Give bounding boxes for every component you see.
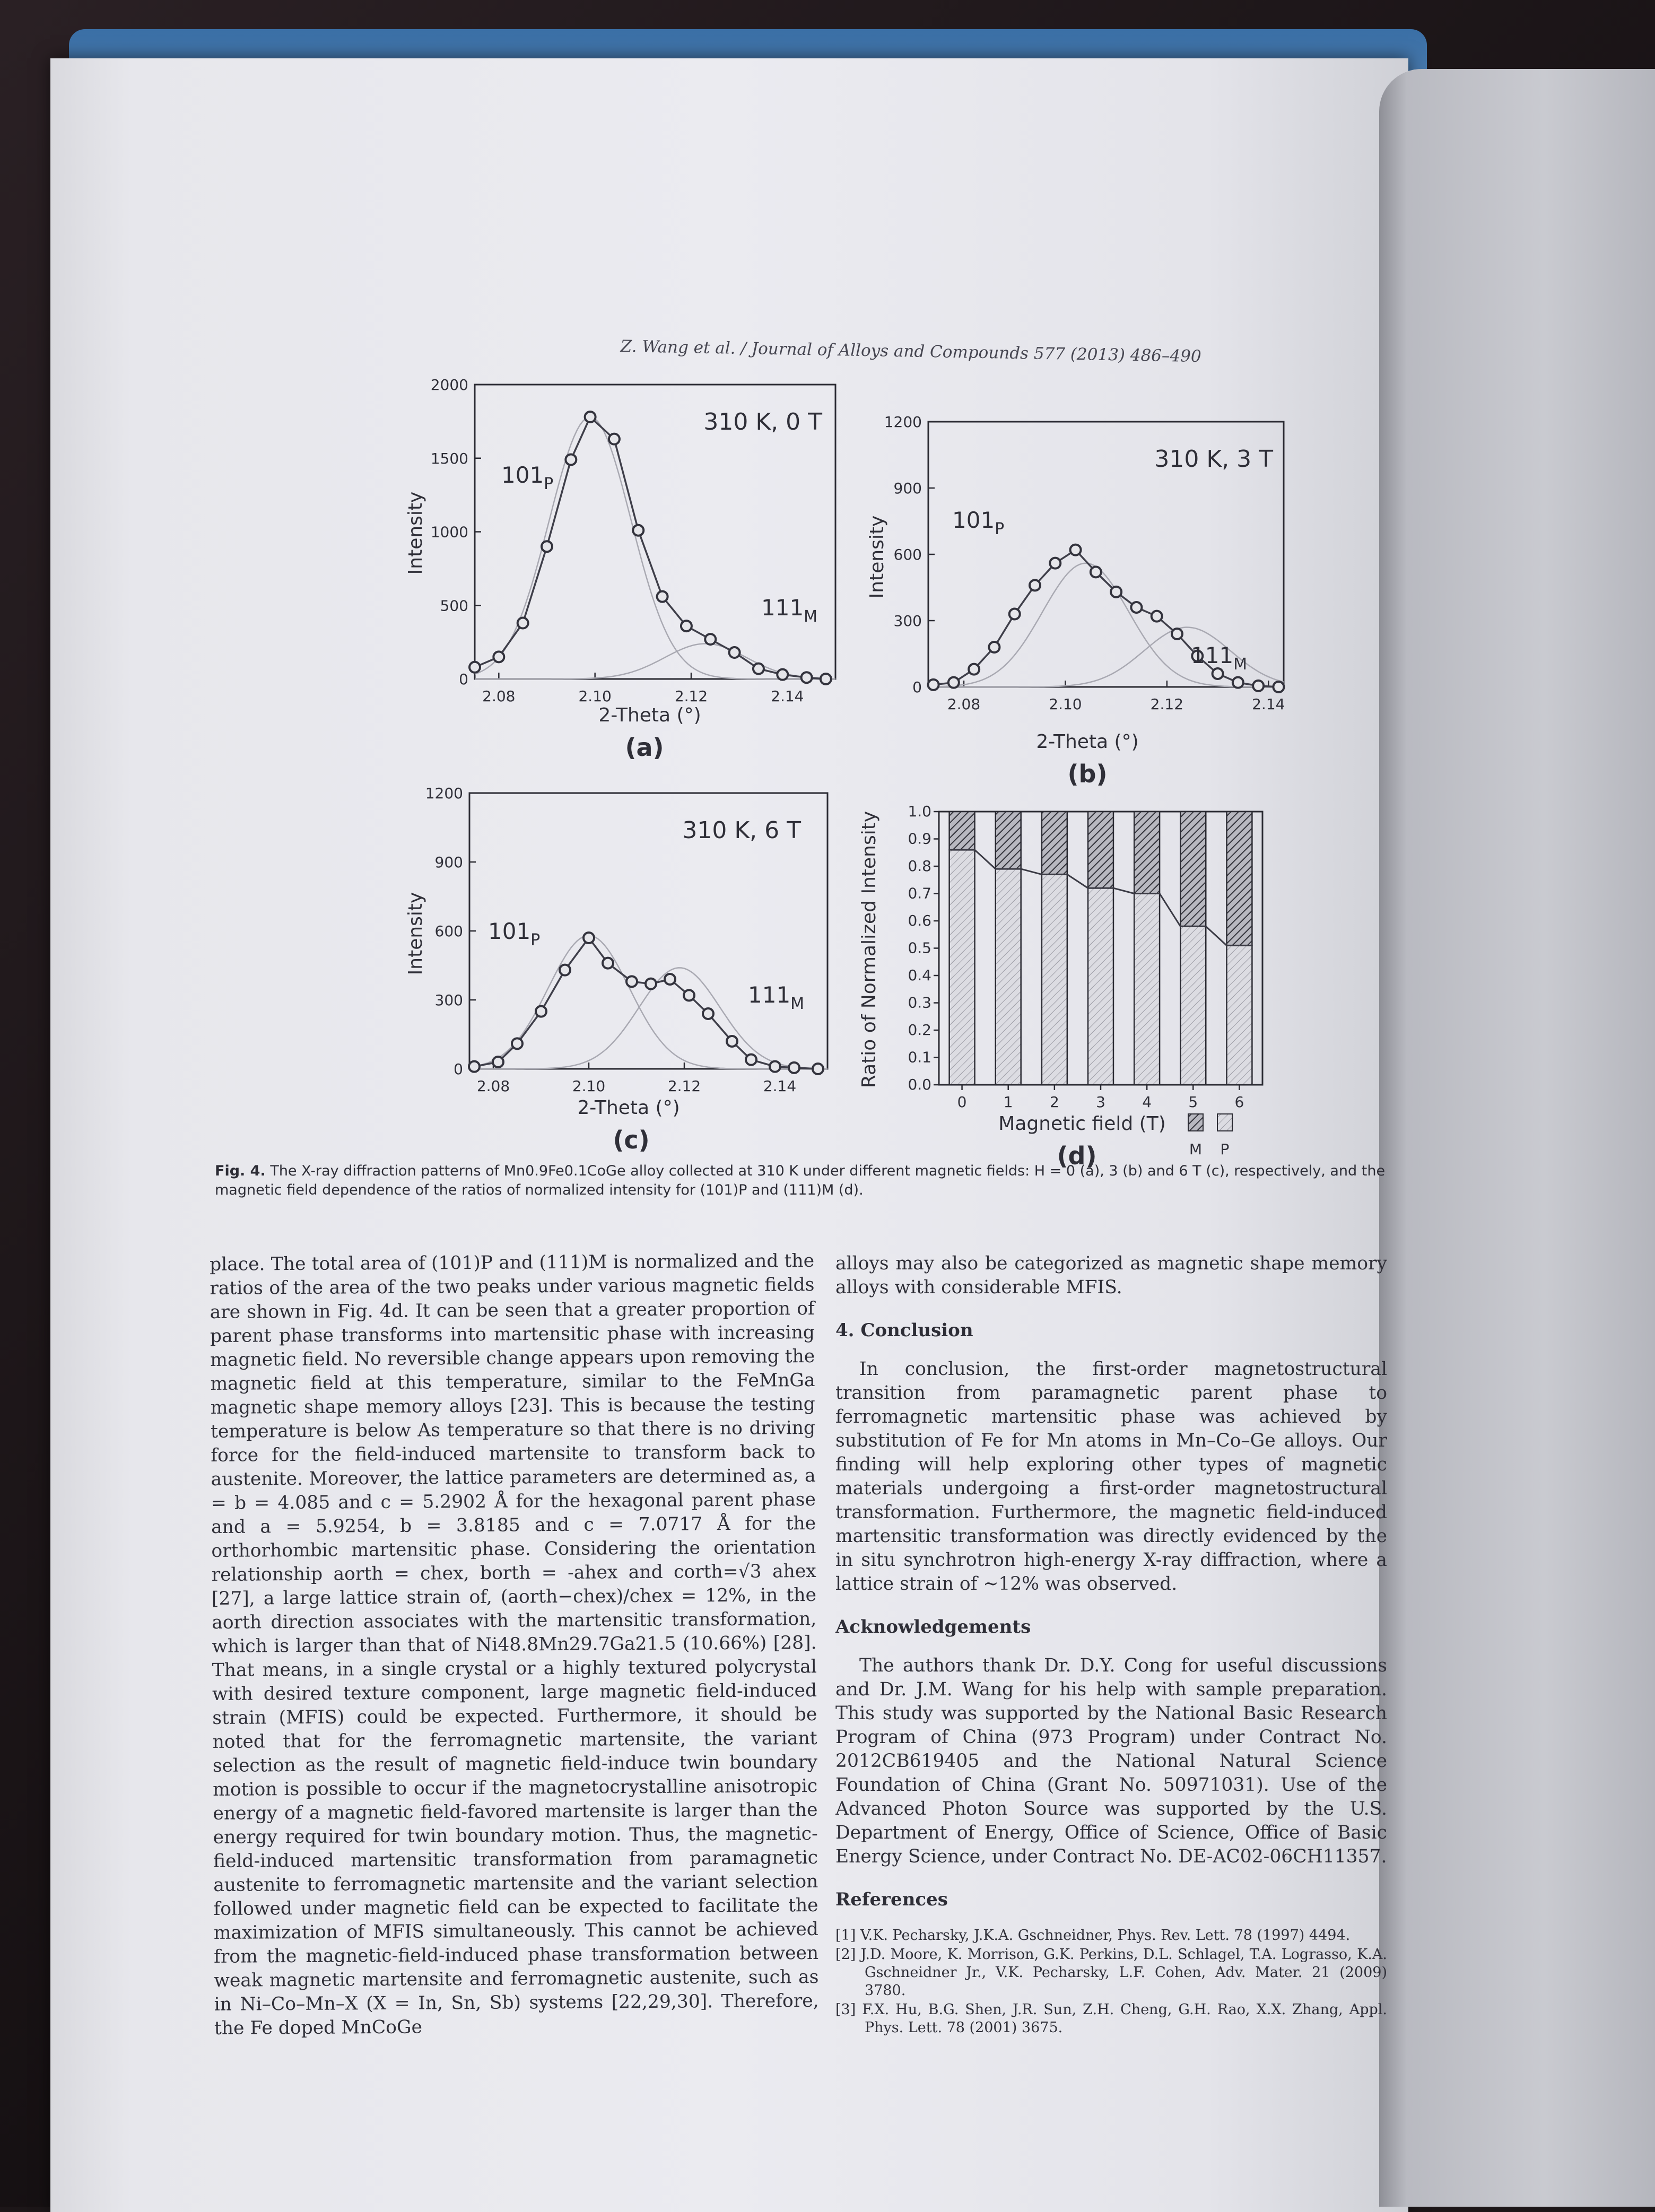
bar-m (950, 812, 975, 850)
xrd-panel-a (393, 371, 859, 774)
data-point (585, 412, 596, 422)
peak-label-101p: $101_P$ (952, 507, 1005, 538)
y-tick-label: 0.9 (908, 830, 931, 848)
data-point (542, 541, 552, 552)
data-point (626, 976, 637, 987)
data-point (1009, 609, 1020, 620)
bar-p (1180, 926, 1206, 1085)
data-point (657, 591, 668, 602)
data-point (512, 1038, 522, 1049)
figure-caption (215, 1162, 1392, 1200)
data-point (536, 1006, 546, 1017)
data-point (603, 958, 613, 969)
bar-p (1042, 874, 1067, 1085)
y-tick-label: 0 (454, 1060, 463, 1078)
right-column (835, 1252, 1387, 2038)
y-axis-label: Ratio of Normalized Intensity (858, 811, 880, 1088)
x-tick-label: 2.10 (1049, 695, 1082, 713)
condition-label: 310 K, 3 T (1154, 446, 1273, 473)
bar-p (1088, 888, 1113, 1085)
reference-item: [1] V.K. Pecharsky, J.K.A. Gschneidner, Phys. Rev. Lett. 78 (1997) 4494. (835, 1927, 1351, 1944)
peak-label-111m: $111_M$ (1191, 642, 1248, 674)
fit-curve-101p (475, 417, 835, 679)
data-point (684, 990, 694, 1000)
x-axis-label: 2-Theta (°) (1036, 731, 1139, 753)
y-tick-label: 0.2 (908, 1021, 931, 1039)
data-point (469, 662, 480, 673)
data-point (948, 677, 959, 688)
y-tick-label: 0 (459, 670, 468, 688)
bar-p (1134, 894, 1160, 1085)
data-point (753, 664, 764, 674)
bar-m (1226, 812, 1252, 945)
y-axis-label: Intensity (405, 892, 426, 976)
ratio-bar-panel-d (849, 796, 1326, 1178)
peak-label-111m: $111_M$ (761, 595, 818, 626)
data-point (989, 642, 999, 652)
x-tick-label: 5 (1188, 1093, 1198, 1111)
data-point (665, 974, 675, 985)
next-page-edge (1379, 69, 1655, 2207)
panel-label: (c) (613, 1126, 650, 1154)
data-point (1273, 682, 1284, 692)
data-point (518, 618, 528, 629)
data-point (493, 651, 504, 662)
data-point (770, 1061, 780, 1072)
x-axis-label: 2-Theta (°) (598, 704, 701, 726)
x-tick-label: 1 (1003, 1093, 1013, 1111)
acknowledgements-paragraph: The authors thank Dr. D.Y. Cong for useful discussions and Dr. J.M. Wang for his help with sample preparation. This study was supported by the National Basic Research Program of China (973 Program) under Contract No. 2012CB619405 and the National Natural Science Foundation of China (Grant No. 50971031). Use of the Advanced Photon Source was supported by the U.S. Department of Energy, Office of Science, Office of Basic Energy Science, under Contract No. DE-AC02-06CH11357. (835, 1655, 1387, 1867)
legend-swatch-p (1217, 1114, 1232, 1131)
x-tick-label: 2.14 (763, 1077, 797, 1095)
data-point (1131, 602, 1142, 613)
y-tick-label: 500 (440, 597, 468, 615)
data-point (1111, 587, 1121, 597)
bar-m (1088, 812, 1113, 888)
legend-label-p: P (1220, 1140, 1230, 1158)
bar-p (950, 850, 975, 1085)
data-point (1172, 629, 1182, 639)
running-header: Z. Wang et al. / Journal of Alloys and Compounds 577 (2013) 486–490 (620, 337, 1201, 367)
reference-list (835, 1927, 1387, 2037)
data-point (493, 1057, 503, 1067)
x-tick-label: 2.14 (771, 687, 804, 705)
data-point (469, 1061, 480, 1072)
data-point (1233, 677, 1243, 688)
data-point (928, 680, 939, 690)
data-point (727, 1036, 737, 1047)
bar-m (996, 812, 1021, 869)
y-tick-label: 1200 (425, 785, 463, 802)
y-tick-label: 0.8 (908, 857, 931, 875)
y-tick-label: 300 (893, 612, 922, 630)
intro-paragraph: alloys may also be categorized as magnetic shape memory alloys with considerable MFIS. (835, 1253, 1387, 1298)
y-tick-label: 0.1 (908, 1048, 931, 1066)
data-point (1070, 545, 1081, 555)
y-tick-label: 0.6 (908, 912, 931, 929)
caption-text: The X-ray diffraction patterns of Mn0.9Fe0.1CoGe alloy collected at 310 K under different magnetic fields: H = 0 (a), 3 (b) and 6 T (c), respectively, and the magnetic field dependence of the ratios of normalized intensity for (101)P and (111)M (d). (215, 1163, 1386, 1198)
data-point (703, 1008, 713, 1019)
bar-p (996, 869, 1021, 1085)
y-tick-label: 600 (434, 922, 463, 940)
left-column (210, 1249, 819, 2041)
bar-m (1042, 812, 1067, 874)
data-point (1091, 567, 1101, 577)
y-tick-label: 0.5 (908, 939, 931, 957)
data-point (681, 621, 692, 631)
y-tick-label: 900 (434, 854, 463, 871)
x-tick-label: 6 (1234, 1093, 1244, 1111)
x-axis-label: Magnetic field (T) (998, 1113, 1166, 1135)
data-point (646, 979, 656, 989)
x-tick-label: 2.08 (482, 687, 516, 705)
data-point (565, 455, 576, 465)
peak-label-101p: $101_P$ (501, 462, 554, 493)
data-point (705, 634, 716, 645)
legend-swatch-m (1188, 1114, 1203, 1131)
y-tick-label: 1.0 (908, 803, 931, 820)
xrd-panel-b (854, 408, 1321, 801)
x-tick-label: 2.12 (674, 687, 708, 705)
x-tick-label: 2.14 (1252, 695, 1285, 713)
x-tick-label: 2.12 (1150, 695, 1184, 713)
data-point (1030, 580, 1040, 590)
x-tick-label: 3 (1096, 1093, 1105, 1111)
data-point (789, 1063, 799, 1073)
conclusion-paragraph: In conclusion, the first-order magnetostructural transition from paramagnetic parent phase to ferromagnetic martensitic phase was achieved by substitution of Fe for Mn atoms in Mn–Co–Ge alloys. Our finding will help exploring other types of magnetic materials undergoing a first-order magnetostructural transformation. Furthermore, the magnetic field-induced martensitic transformation was directly evidenced by the in situ synchrotron high-energy X-ray diffraction, where a lattice strain of ~12% was observed. (835, 1358, 1387, 1595)
legend-label-m: M (1189, 1140, 1203, 1158)
y-axis-label: Intensity (866, 515, 888, 599)
data-point (969, 664, 979, 675)
data-point (777, 669, 788, 680)
x-tick-label: 0 (957, 1093, 967, 1111)
condition-label: 310 K, 6 T (682, 817, 801, 844)
data-point (1253, 681, 1264, 691)
data-line (475, 417, 826, 679)
bar-p (1226, 945, 1252, 1085)
data-point (729, 647, 740, 658)
panel-label: (a) (625, 733, 664, 762)
data-point (802, 672, 812, 683)
y-tick-label: 0.7 (908, 884, 931, 902)
peak-label-101p: $101_P$ (488, 918, 541, 950)
y-tick-label: 1000 (430, 523, 468, 541)
x-tick-label: 2.08 (476, 1077, 510, 1095)
bar-m (1180, 812, 1206, 926)
y-tick-label: 600 (893, 546, 922, 563)
left-column-text: place. The total area of (101)P and (111)M is normalized and the ratios of the area of the two peaks under various magnetic fields are shown in Fig. 4d. It can be seen that a greater proportion of parent phase transforms into martensitic phase with increasing magnetic field. No reversible change appears upon removing the magnetic field at this temperature, similar to the FeMnGa magnetic shape memory alloys [23]. This is because the testing temperature is below As temperature so that there is no driving force for the field-induced martensite to transform back to austenite. Moreover, the lattice parameters are determined as, a = b = 4.085 and c = 5.2902 Å for the hexagonal parent phase and a = 5.9254, b = 3.8185 and c = 7.0717 Å for the orthorhombic martensitic phase. Considering the orientation relationship aorth = chex, borth = -ahex and corth=√3 ahex [27], a large lattice strain of, (aorth−chex)/chex = 12%, in the aorth direction associates with the martensitic transformation, which is larger than that of Ni48.8Mn29.7Ga21.5 (10.66%) [28]. That means, in a single crystal or a highly textured polycrystal with desired texture component, large magnetic field-induced strain (MFIS) could be expected. Furthermore, it should be noted that for the ferromagnetic martensite, the variant selection as the result of magnetic field-induce twin boundary motion is possible to occur if the magnetocrystalline anisotropic energy of a magnetic field-favored martensite is larger than the energy required for twin boundary motion. Thus, the magnetic-field-induced martensitic transformation from paramagnetic austenite to ferromagnetic martensite and the variant selection followed under magnetic field can be expected to facilitate the maximization of MFIS simultaneously. This cannot be achieved from the magnetic-field-induced phase transformation between weak magnetic martensite and ferromagnetic austenite, such as in Ni–Co–Mn–X (X = In, Sn, Sb) systems [22,29,30]. Therefore, the Fe doped MnCoGe (210, 1250, 819, 2039)
y-axis-label: Intensity (405, 491, 426, 575)
y-tick-label: 0.4 (908, 966, 931, 984)
data-point (1050, 558, 1060, 569)
x-tick-label: 2.10 (578, 687, 612, 705)
data-point (813, 1064, 823, 1074)
data-point (633, 525, 643, 536)
y-tick-label: 0.0 (908, 1076, 931, 1093)
y-tick-label: 300 (434, 991, 463, 1009)
panel-label: (d) (1057, 1142, 1097, 1170)
x-tick-label: 4 (1142, 1093, 1152, 1111)
reference-item: [3] F.X. Hu, B.G. Shen, J.R. Sun, Z.H. Cheng, G.H. Rao, X.X. Zhang, Appl. Phys. Lett. 78 (2001) 3675. (835, 2001, 1387, 2036)
acknowledgements-heading: Acknowledgements (835, 1616, 1031, 1638)
data-point (583, 933, 594, 943)
bar-m (1134, 812, 1160, 894)
data-point (609, 434, 620, 445)
xrd-panel-c (393, 774, 859, 1167)
x-tick-label: 2.12 (667, 1077, 701, 1095)
conclusion-heading: 4. Conclusion (835, 1320, 973, 1341)
data-point (746, 1055, 756, 1065)
data-point (560, 965, 570, 976)
reference-item: [2] J.D. Moore, K. Morrison, G.K. Perkins, D.L. Schlagel, T.A. Lograsso, K.A. Gschneidner Jr., V.K. Pecharsky, L.F. Cohen, Adv. Mater. 21 (2009) 3780. (835, 1946, 1387, 1999)
y-tick-label: 900 (893, 480, 922, 497)
y-tick-label: 1500 (430, 449, 468, 467)
y-tick-label: 1200 (884, 413, 922, 431)
panel-label: (b) (1067, 760, 1108, 788)
caption-label: Fig. 4. (215, 1163, 266, 1179)
references-heading: References (835, 1889, 948, 1910)
x-tick-label: 2.08 (947, 695, 981, 713)
y-tick-label: 0 (912, 678, 922, 696)
data-point (821, 674, 831, 684)
x-tick-label: 2 (1049, 1093, 1059, 1111)
peak-label-111m: $111_M$ (748, 982, 805, 1013)
data-point (1213, 668, 1223, 679)
data-point (1152, 611, 1162, 622)
x-axis-label: 2-Theta (°) (577, 1097, 680, 1119)
condition-label: 310 K, 0 T (703, 408, 822, 436)
y-tick-label: 2000 (430, 376, 468, 394)
x-tick-label: 2.10 (572, 1077, 606, 1095)
y-tick-label: 0.3 (908, 994, 931, 1012)
